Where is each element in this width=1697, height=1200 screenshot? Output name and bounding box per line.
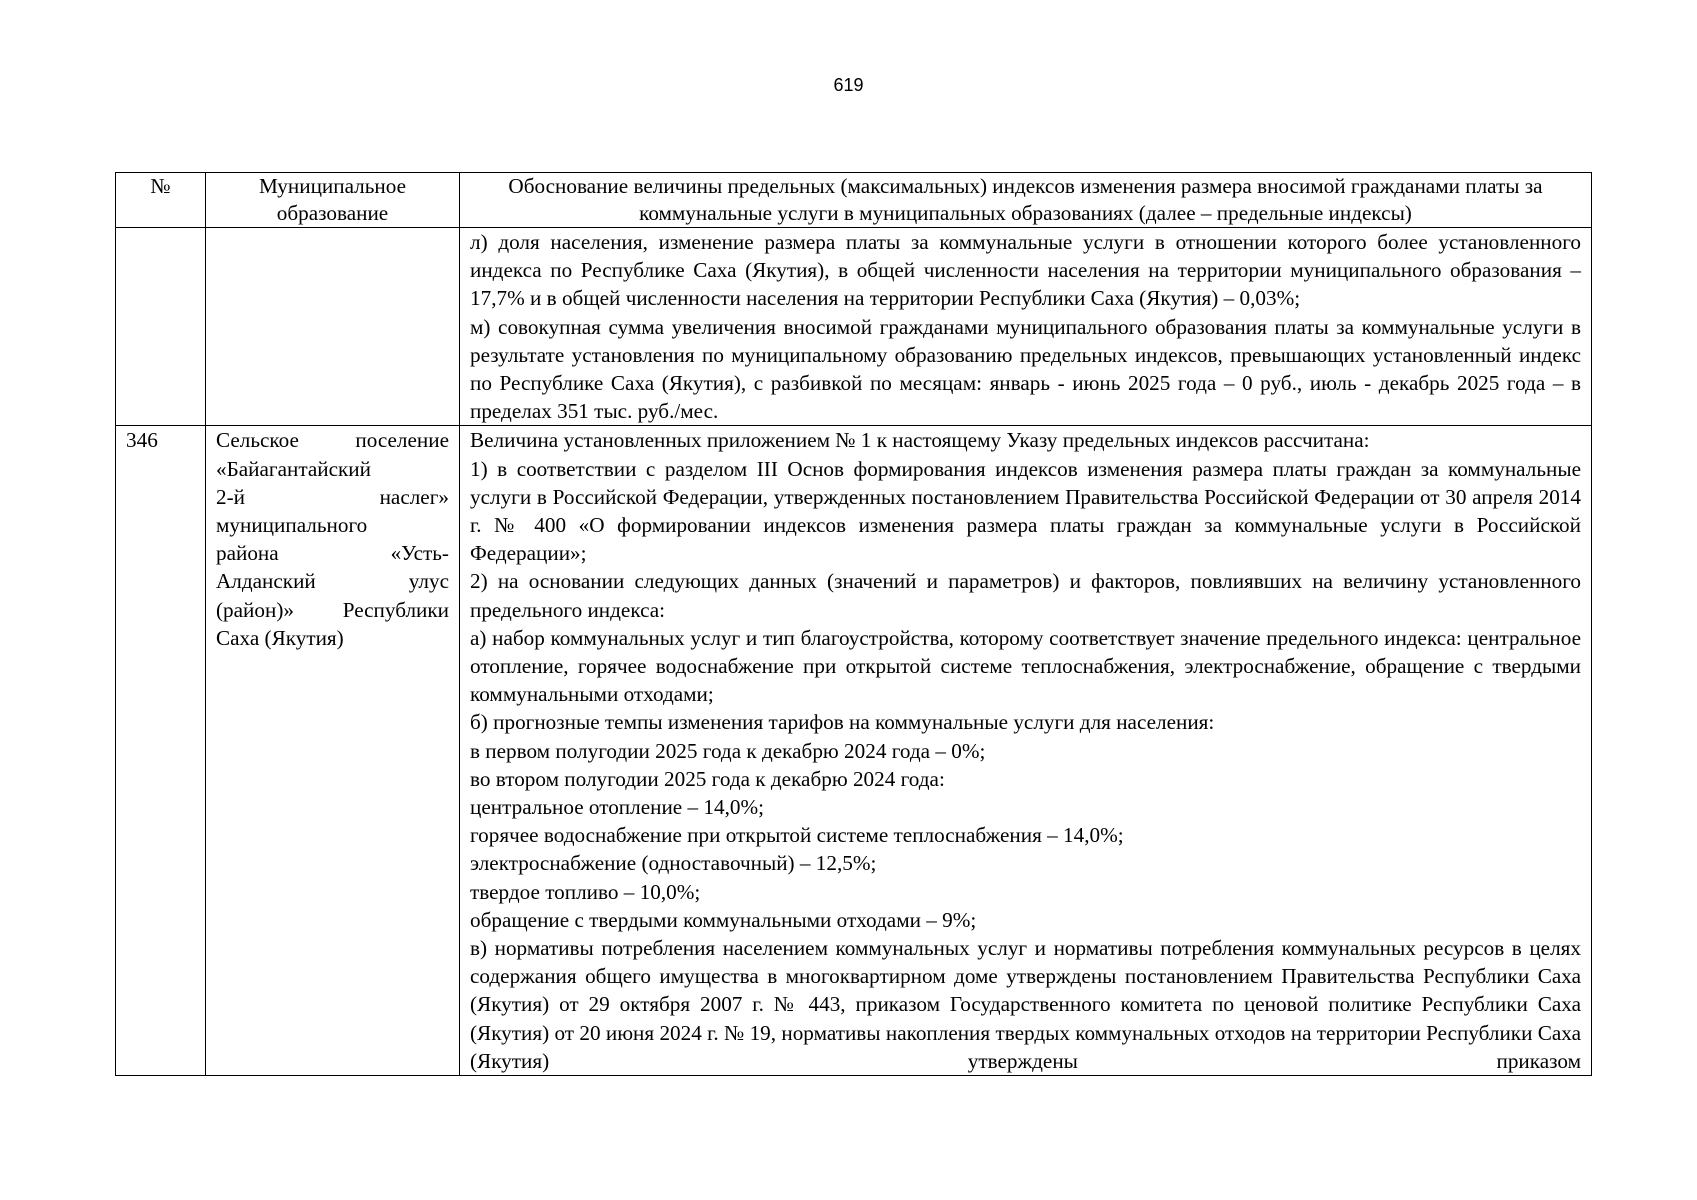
header-municipality: Муниципальное образование [206, 173, 460, 228]
header-justification: Обоснование величины предельных (максимальных) индексов изменения размера вносимой гражданами платы за коммунальные услуги в муниципальных образованиях (далее – предельные индексы) [460, 173, 1592, 228]
municipality-line: (район)» Республики [216, 597, 449, 622]
cell-justification-continuation [460, 228, 1592, 426]
cell-number-346: 346 [116, 426, 206, 1076]
table-header-row [116, 173, 1592, 228]
cell-number-empty [116, 228, 206, 426]
cell-municipality-empty [206, 228, 460, 426]
cell-municipality-346 [206, 426, 460, 1076]
paragraph-intro: Величина установленных приложением № 1 к настоящему Указу предельных индексов рассчитана: [470, 428, 1370, 453]
cell-justification-346 [460, 426, 1592, 1076]
paragraph-heating: центральное отопление – 14,0%; [470, 795, 764, 820]
municipality-line: Саха (Якутия) [216, 625, 344, 650]
table-row-continuation [116, 228, 1592, 426]
paragraph-first-half: в первом полугодии 2025 года к декабрю 2024 года – 0%; [470, 738, 986, 763]
paragraph-a: а) набор коммунальных услуг и тип благоустройства, которому соответствует значение предельного индекса: центральное отопление, горячее водоснабжение при открытой системе теплоснабжения, электроснабжение, обращение с твердыми коммунальными отходами; [470, 625, 1581, 707]
paragraph-v: в) нормативы потребления населением коммунальных услуг и нормативы потребления коммунальных ресурсов в целях содержания общего имущества в многоквартирном доме утверждены постановлением Правительства Республики Саха (Якутия) от 29 октября 2007 г. № 443, приказом Государственного комитета по ценовой политике Республики Саха (Якутия) от 20 июня 2024 г. № 19, нормативы накопления твердых коммунальных отходов на территории Республики Саха (Якутия) утверждены приказом [470, 936, 1581, 1073]
municipality-line: района «Усть- [216, 541, 449, 566]
municipality-line: муниципального [216, 513, 368, 538]
paragraph-2: 2) на основании следующих данных (значений и параметров) и факторов, повлиявших на величину установленного предельного индекса: [470, 569, 1581, 622]
paragraph-electricity: электроснабжение (одноставочный) – 12,5%; [470, 851, 877, 876]
municipality-line: Сельское поселение [216, 428, 449, 453]
table-row-346 [116, 426, 1592, 1076]
header-number: № [116, 173, 206, 228]
paragraph-b: б) прогнозные темпы изменения тарифов на коммунальные услуги для населения: [470, 710, 1215, 735]
paragraph-waste: обращение с твердыми коммунальными отходами – 9%; [470, 907, 977, 932]
paragraph-l: л) доля населения, изменение размера платы за коммунальные услуги в отношении которого более установленного индекса по Республике Саха (Якутия), в общей численности населения на территории муниципального образования – 17,7% и в общей численности населения на территории Республики Саха (Якутия) – 0,03%; [470, 230, 1581, 311]
paragraph-second-half: во втором полугодии 2025 года к декабрю 2024 года: [470, 766, 945, 791]
municipality-line: 2-й наслег» [216, 484, 449, 509]
paragraph-hot-water: горячее водоснабжение при открытой системе теплоснабжения – 14,0%; [470, 823, 1124, 848]
municipality-line: Алданский улус [216, 569, 449, 594]
paragraph-m: м) совокупная сумма увеличения вносимой гражданами муниципального образования платы за коммунальные услуги в результате установления по муниципальному образованию предельных индексов, превышающих установленный индекс по Республике Саха (Якутия), с разбивкой по месяцам: январь - июнь 2025 года – 0 руб., июль - декабрь 2025 года – в пределах 351 тыс. руб./мес. [470, 314, 1581, 424]
paragraph-1: 1) в соответствии с разделом III Основ формирования индексов изменения размера платы граждан за коммунальные услуги в Российской Федерации, утвержденных постановлением Правительства Российской Федерации от 30 апреля 2014 г. № 400 «О формировании индексов изменения размера платы граждан за коммунальные услуги в Российской Федерации»; [470, 456, 1581, 566]
indices-table [115, 172, 1592, 1076]
paragraph-solid-fuel: твердое топливо – 10,0%; [470, 879, 701, 904]
page-number: 619 [833, 75, 864, 95]
municipality-line: «Байагантайский [216, 456, 371, 481]
